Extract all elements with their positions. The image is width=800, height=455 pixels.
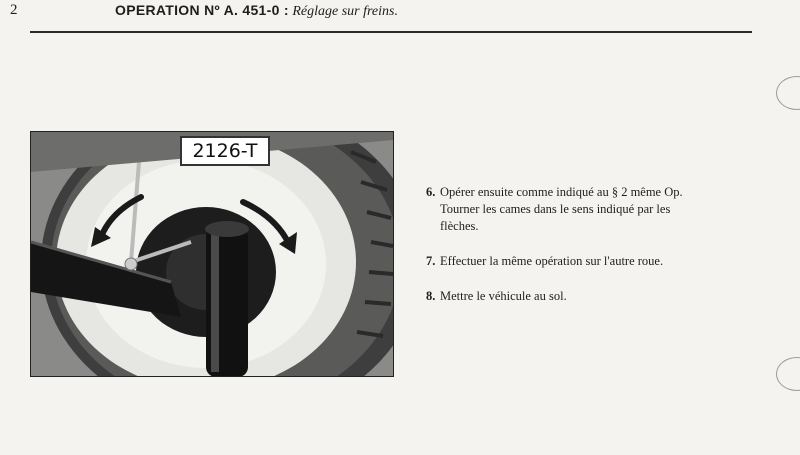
page-header [115, 2, 398, 20]
step-number: 8. [426, 289, 436, 303]
step-text-line: Effectuer la même opération sur l'autre roue. [440, 254, 664, 268]
step-number: 7. [426, 254, 436, 268]
tool-label: 2126-T [180, 136, 270, 166]
wheel-photo [30, 131, 394, 377]
operation-subtitle: Réglage sur freins. [292, 4, 398, 19]
step-7 [426, 253, 663, 270]
step-text-line: Opérer ensuite comme indiqué au § 2 même Op. [440, 185, 683, 199]
step-text-line: Tourner les cames dans le sens indiqué par les [440, 202, 671, 216]
operation-title: OPERATION Nº A. 451-0 : [115, 2, 289, 18]
step-text-line: flèches. [440, 219, 479, 233]
binder-hole-bottom [776, 357, 800, 391]
page-number: 2 [10, 2, 18, 18]
step-number: 6. [426, 185, 436, 199]
header-rule [30, 31, 752, 33]
step-text-line: Mettre le véhicule au sol. [440, 289, 567, 303]
binder-hole-top [776, 76, 800, 110]
step-8 [426, 288, 567, 305]
step-6 [426, 184, 683, 235]
